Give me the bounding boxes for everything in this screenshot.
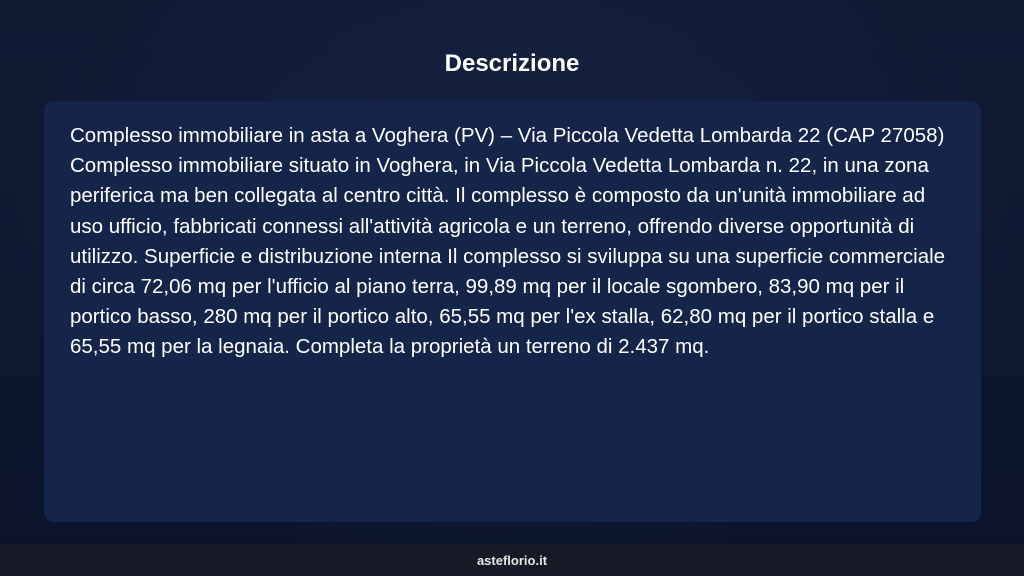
footer-bar — [0, 544, 1024, 576]
description-card — [44, 101, 981, 522]
description-text: Complesso immobiliare in asta a Voghera (PV) – Via Piccola Vedetta Lombarda 22 (CAP 27058) Complesso immobiliare situato in Voghera, in Via Piccola Vedetta Lombarda n. 22, in una zona periferica ma ben collegata al centro città. Il complesso è composto da un'unità immobiliare ad uso ufficio, fabbricati connessi all'attività agricola e un terreno, offrendo diverse opportunità di utilizzo. Superficie e distribuzione interna Il complesso si sviluppa su una superficie commerciale di circa 72,06 mq per l'ufficio al piano terra, 99,89 mq per il locale sgombero, 83,90 mq per il portico basso, 280 mq per il portico alto, 65,55 mq per l'ex stalla, 62,80 mq per il portico stalla e 65,55 mq per la legnaia. Completa la proprietà un terreno di 2.437 mq. — [70, 124, 946, 359]
footer-site-label: asteflorio.it — [476, 552, 548, 568]
page-title: Descrizione — [444, 50, 580, 77]
